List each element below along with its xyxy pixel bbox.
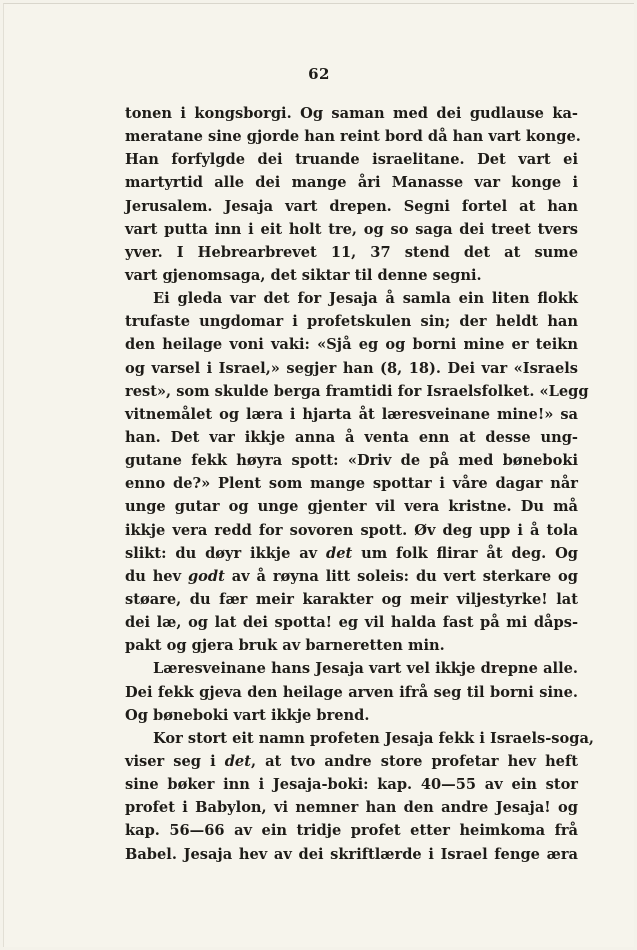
text-line: viser seg i det, at tvo andre store profetar hev heft xyxy=(125,752,578,770)
text-line: Læresveinane hans Jesaja vart vel ikkje drepne alle. xyxy=(153,660,578,678)
text-line: og varsel i Israel,» segjer han (8, 18). Dei var «Israels xyxy=(125,359,578,377)
emphasis: det xyxy=(326,544,353,562)
text-line: du hev godt av å røyna litt soleis: du vert sterkare og xyxy=(125,567,578,585)
emphasis: godt xyxy=(187,567,225,585)
text-line: Og bøneboki vart ikkje brend. xyxy=(125,706,370,724)
text-line: Kor stort eit namn profeten Jesaja fekk i Israels-soga, xyxy=(153,729,594,747)
text-line: slikt: du døyr ikkje av det um folk flirar åt deg. Og xyxy=(125,544,578,562)
text-line: ikkje vera redd for sovoren spott. Øv deg upp i å tola xyxy=(125,521,578,539)
text-line: rest», som skulde berga framtidi for Israelsfolket. «Legg xyxy=(125,382,589,400)
document-page xyxy=(3,3,634,947)
text-line: Jerusalem. Jesaja vart drepen. Segni fortel at han xyxy=(125,197,578,215)
text-line: pakt og gjera bruk av barneretten min. xyxy=(125,637,445,655)
text-line: dei læ, og lat dei spotta! eg vil halda fast på mi dåps- xyxy=(125,614,578,632)
text-line: vart gjenomsaga, det siktar til denne segni. xyxy=(125,266,482,284)
text-line: Dei fekk gjeva den heilage arven ifrå seg til borni sine. xyxy=(125,683,578,701)
text-line: yver. I Hebrearbrevet 11, 37 stend det at sume xyxy=(125,243,578,261)
text-line: den heilage voni vaki: «Sjå eg og borni mine er teikn xyxy=(125,336,578,354)
text-line: sine bøker inn i Jesaja-boki: kap. 40—55 av ein stor xyxy=(125,776,578,794)
text-line: vart putta inn i eit holt tre, og so saga dei treet tvers xyxy=(125,220,578,238)
text-line: enno de?» Plent som mange spottar i våre dagar når xyxy=(125,475,578,493)
page-number: 62 xyxy=(308,65,330,83)
text-line: meratane sine gjorde han reint bord då han vart konge. xyxy=(125,128,581,146)
body-text xyxy=(125,102,594,866)
text-line: Ei gleda var det for Jesaja å samla ein liten flokk xyxy=(153,290,578,308)
text-line: støare, du fær meir karakter og meir viljestyrke! lat xyxy=(125,590,578,608)
text-line: han. Det var ikkje anna å venta enn at desse ung- xyxy=(125,428,578,446)
text-line: tonen i kongsborgi. Og saman med dei gudlause ka- xyxy=(125,105,578,122)
text-line: profet i Babylon, vi nemner han den andre Jesaja! og xyxy=(125,799,578,817)
text-line: kap. 56—66 av ein tridje profet etter heimkoma frå xyxy=(125,822,578,840)
text-line: trufaste ungdomar i profetskulen sin; der heldt han xyxy=(125,313,578,331)
emphasis: det xyxy=(224,752,251,770)
text-line: vitnemålet og læra i hjarta åt læresveinane mine!» sa xyxy=(125,405,578,423)
text-line: gutane fekk høyra spott: «Driv de på med bøneboki xyxy=(125,452,578,470)
text-line: Han forfylgde dei truande israelitane. Det vart ei xyxy=(125,151,578,169)
text-line: Babel. Jesaja hev av dei skriftlærde i Israel fenge æra xyxy=(125,845,578,863)
text-line: martyrtid alle dei mange åri Manasse var konge i xyxy=(125,174,578,192)
text-line: unge gutar og unge gjenter vil vera kristne. Du må xyxy=(125,498,578,516)
